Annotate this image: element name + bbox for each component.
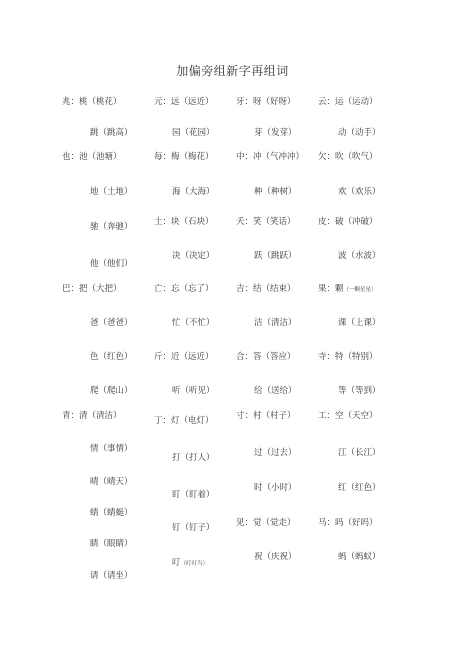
word-entry [172,557,208,570]
word-entry: 芽（发芽） [254,128,297,138]
word-entry: 请（请坐） [90,571,133,581]
word-entry-small: （叮叮当） [180,561,209,567]
word-entry: 过（过去） [254,448,297,458]
word-entry: 马：吗（好吗） [318,518,378,528]
word-entry: 云：运（运动） [318,97,378,107]
word-entry: 课（上课） [338,318,381,328]
word-entry: 种（种树） [254,187,297,197]
word-entry: 晴（晴天） [90,477,133,487]
word-entry: 吉：结（结束） [236,284,296,294]
word-entry: 元：远（远近） [154,97,214,107]
word-entry: 祝（庆祝） [254,552,297,562]
word-entry: 皮：破（冲破） [318,217,378,227]
word-entry: 寸：村（村子） [236,411,296,421]
word-entry: 钉（钉子） [172,523,215,533]
word-entry: 夭：笑（笑话） [236,217,296,227]
word-entry: 时（小时） [254,483,297,493]
word-entry: 海（大海） [172,187,215,197]
word-entry: 斤：近（远近） [154,352,214,362]
word-entry: 见：觉（觉走） [236,518,296,528]
word-entry: 牙：呀（好呀） [236,97,296,107]
word-entry: 江（长江） [338,448,381,458]
word-entry: 等（等到） [338,386,381,396]
word-entry: 色（红色） [90,352,133,362]
word-entry: 红（红色） [338,483,381,493]
word-entry: 中：冲（气冲冲） [236,152,305,162]
word-entry: 爬（爬山） [90,386,133,396]
word-entry: 欠：吹（吹气） [318,152,378,162]
word-entry: 爸（爸爸） [90,318,133,328]
word-entry: 忙（不忙） [172,318,215,328]
word-entry: 工：空（天空） [318,411,378,421]
word-entry: 兆：桃（桃花） [62,97,122,107]
word-entry: 睛（眼睛） [90,539,133,549]
word-entry: 跃（跳跃） [254,251,297,261]
word-entry: 欢（欢乐） [338,187,381,197]
word-entry: 合：答（答应） [236,352,296,362]
word-entry: 听（听见） [172,386,215,396]
word-entry: 动（动手） [338,128,381,138]
word-entry-main: 叮 [172,558,181,568]
word-entry-small: （一颗星星） [343,287,377,293]
word-entry: 洁（清洁） [254,318,297,328]
word-entry: 每：梅（梅花） [154,152,214,162]
word-entry: 地（土地） [90,187,133,197]
word-entry: 跳（跳高） [90,128,133,138]
word-entry: 给（送给） [254,386,297,396]
word-entry: 丁：灯（电灯） [154,416,214,426]
word-entry: 寺：特（特别） [318,352,378,362]
word-entry: 亡：忘（忘了） [154,284,214,294]
word-entry [318,283,377,296]
word-entry: 青：清（清洁） [62,411,122,421]
word-entry: 园（花园） [172,128,215,138]
word-entry: 土：块（石块） [154,217,214,227]
page-title: 加偏旁组新字再组词 [176,64,289,78]
word-entry: 盯（盯着） [172,490,215,500]
word-entry: 打（打人） [172,453,215,463]
word-entry-main: 果：颗 [318,284,344,294]
word-entry: 波（水波） [338,251,381,261]
word-entry: 巴：把（大把） [62,284,122,294]
word-entry: 他（他们） [90,259,133,269]
word-entry: 驰（奔驰） [90,222,133,232]
word-entry: 情（事情） [90,444,133,454]
word-entry: 蚂（蚂蚁） [338,552,381,562]
word-entry: 蜻（蜻蜓） [90,508,133,518]
word-entry: 决（决定） [172,251,215,261]
word-entry: 也：池（池塘） [62,152,122,162]
